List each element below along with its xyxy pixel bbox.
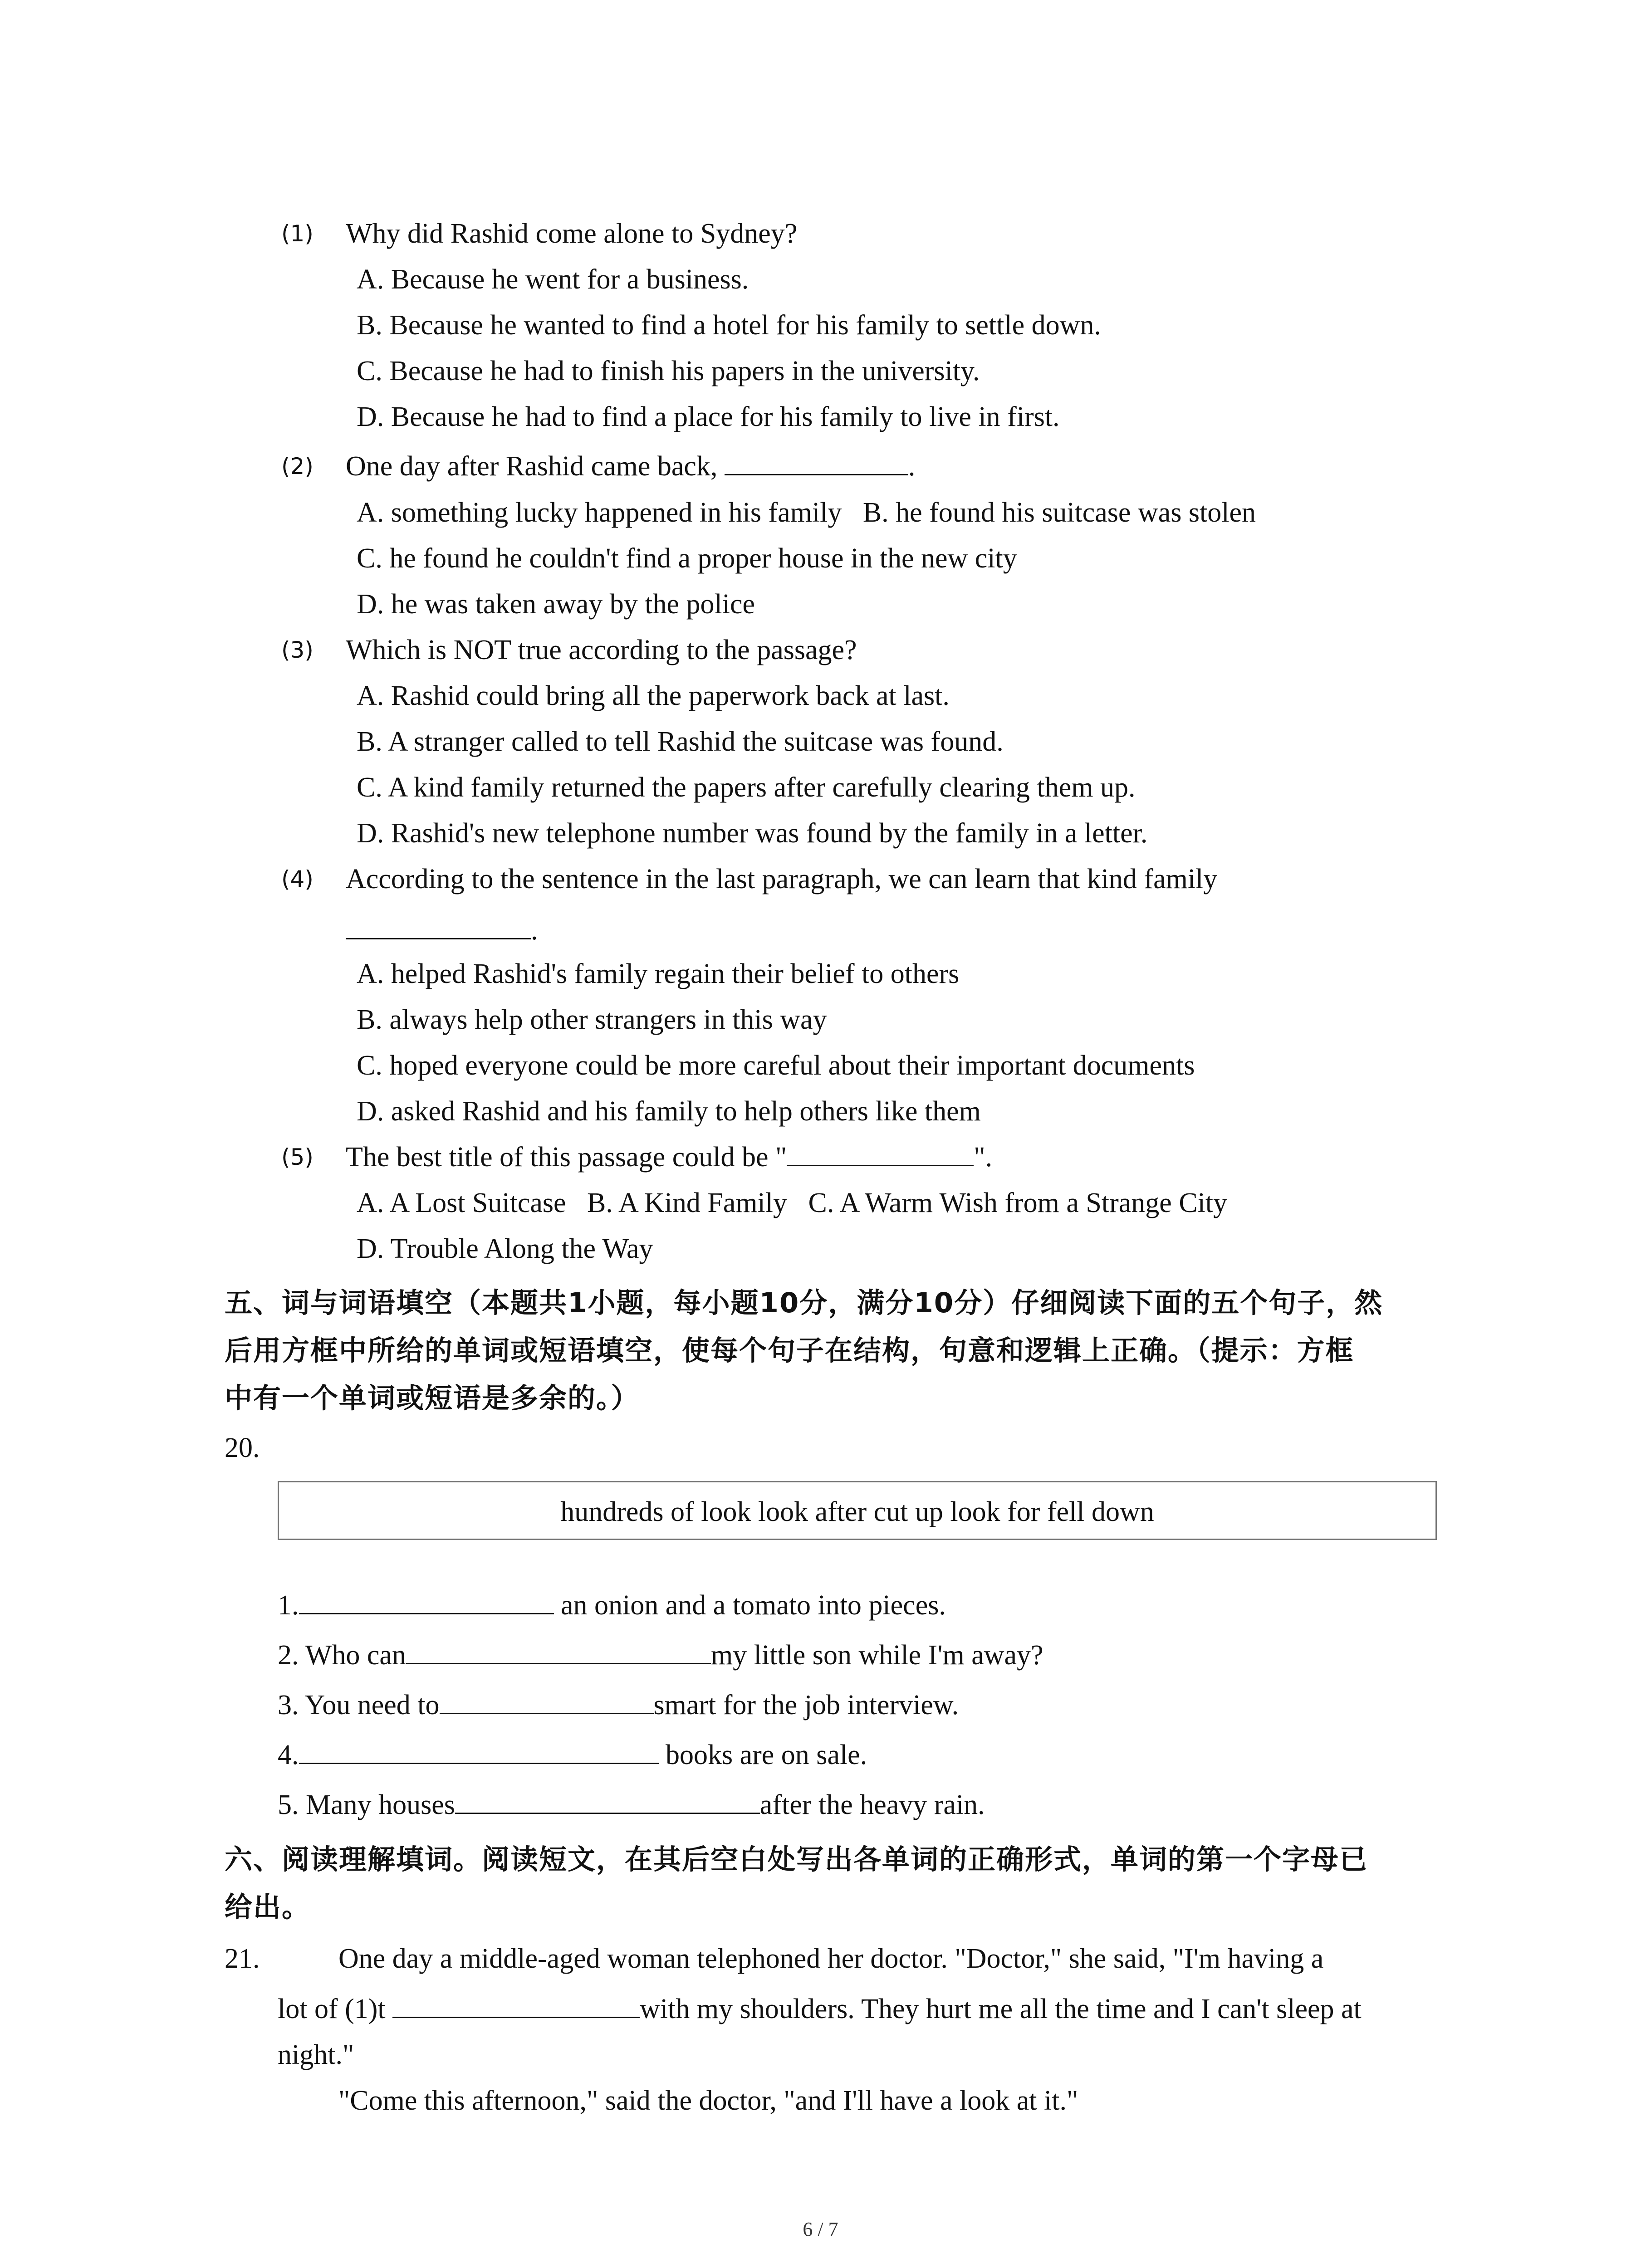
q20-s4-prefix: 4. [278, 1740, 299, 1770]
q21-paragraph1-line1: One day a middle-aged woman telephoned her doctor. "Doctor," she said, "I'm having a [338, 1943, 1324, 1974]
q4-stem-end: . [531, 915, 538, 946]
q5-stem-end: ". [974, 1142, 993, 1173]
q5-stem-line [346, 1141, 992, 1173]
q20-sentence-1 [278, 1589, 946, 1621]
q20-s3-suffix: smart for the job interview. [653, 1690, 959, 1721]
q20-s3-blank[interactable] [440, 1689, 654, 1714]
q20-sentence-3 [278, 1689, 959, 1721]
q4-number: (4) [281, 866, 314, 892]
q3-number: (3) [281, 637, 314, 663]
q4-option-d: D. asked Rashid and his family to help others like them [357, 1096, 981, 1127]
q20-sentence-2 [278, 1639, 1043, 1671]
q21-paragraph1-line3: night." [278, 2039, 354, 2070]
q21-blank-1[interactable] [392, 1993, 640, 2018]
q2-stem-line [346, 450, 915, 482]
q4-option-c: C. hoped everyone could be more careful about their important documents [357, 1050, 1195, 1081]
q21-line2-suffix: with my shoulders. They hurt me all the time and I can't sleep at [640, 1994, 1362, 2024]
q2-option-c: C. he found he couldn't find a proper house in the new city [357, 543, 1017, 574]
q21-paragraph2: "Come this afternoon," said the doctor, "and I'll have a look at it." [338, 2085, 1078, 2116]
q20-s5-suffix: after the heavy rain. [759, 1789, 985, 1820]
q3-option-a: A. Rashid could bring all the paperwork back at last. [357, 680, 950, 711]
q3-option-c: C. A kind family returned the papers after carefully clearing them up. [357, 772, 1136, 803]
q5-options-abc: A. A Lost Suitcase B. A Kind Family C. A Warm Wish from a Strange City [357, 1188, 1228, 1218]
q3-stem: Which is NOT true according to the passage? [346, 635, 857, 665]
q4-stem-line2 [346, 914, 538, 946]
q20-s1-blank[interactable] [299, 1589, 554, 1614]
q20-s2-suffix: my little son while I'm away? [710, 1640, 1043, 1671]
q20-sentence-4 [278, 1739, 867, 1771]
section5-instruction-line2: 后用方框中所给的单词或短语填空，使每个句子在结构，句意和逻辑上正确。（提示：方框 [225, 1334, 1354, 1367]
q2-stem-end: . [908, 451, 916, 482]
q20-s1-suffix: an onion and a tomato into pieces. [554, 1590, 946, 1621]
page-number: 6 / 7 [803, 2218, 838, 2240]
q2-option-d: D. he was taken away by the police [357, 589, 755, 620]
q2-options-ab: A. something lucky happened in his family B. he found his suitcase was stolen [357, 497, 1256, 528]
q5-answer-blank[interactable] [787, 1141, 974, 1166]
q20-s3-prefix: 3. You need to [278, 1690, 440, 1721]
q21-paragraph1-line2 [278, 1993, 1362, 2025]
q20-s5-blank[interactable] [455, 1789, 760, 1814]
q1-option-d: D. Because he had to find a place for his family to live in first. [357, 401, 1060, 432]
q20-word-list: hundreds of look look after cut up look for fell down [560, 1496, 1154, 1527]
q20-sentence-5 [278, 1789, 985, 1821]
q20-s1-prefix: 1. [278, 1590, 299, 1621]
q5-number: (5) [281, 1144, 314, 1170]
q20-s2-prefix: 2. Who can [278, 1640, 406, 1671]
section6-instruction-line2: 给出。 [225, 1891, 311, 1923]
q1-option-c: C. Because he had to finish his papers in the university. [357, 356, 980, 386]
section5-instruction-line1: 五、词与词语填空（本题共1小题，每小题10分，满分10分）仔细阅读下面的五个句子，然 [225, 1287, 1383, 1319]
q20-s5-prefix: 5. Many houses [278, 1789, 455, 1820]
section6-instruction-line1: 六、阅读理解填词。阅读短文，在其后空白处写出各单词的正确形式，单词的第一个字母已 [225, 1843, 1368, 1876]
q2-answer-blank[interactable] [725, 450, 908, 475]
q5-option-d: D. Trouble Along the Way [357, 1233, 653, 1264]
q20-s4-blank[interactable] [299, 1739, 659, 1764]
q4-option-a: A. helped Rashid's family regain their belief to others [357, 958, 960, 989]
q2-stem: One day after Rashid came back, [346, 451, 718, 482]
q20-number: 20. [225, 1432, 260, 1463]
q20-s4-suffix: books are on sale. [658, 1740, 867, 1770]
q20-s2-blank[interactable] [406, 1639, 711, 1664]
q20-word-box [278, 1481, 1437, 1540]
section5-instruction-line3: 中有一个单词或短语是多余的。） [225, 1382, 640, 1414]
q2-number: (2) [281, 453, 314, 479]
q3-option-b: B. A stranger called to tell Rashid the suitcase was found. [357, 726, 1004, 757]
q5-stem: The best title of this passage could be " [346, 1142, 787, 1173]
q1-option-a: A. Because he went for a business. [357, 264, 749, 295]
q3-option-d: D. Rashid's new telephone number was found by the family in a letter. [357, 818, 1148, 849]
q21-number: 21. [225, 1943, 260, 1974]
q1-number: (1) [281, 220, 314, 247]
q4-option-b: B. always help other strangers in this way [357, 1004, 827, 1035]
q1-option-b: B. Because he wanted to find a hotel for his family to settle down. [357, 310, 1101, 341]
q4-stem: According to the sentence in the last paragraph, we can learn that kind family [346, 864, 1218, 894]
q21-line2-prefix: lot of (1)t [278, 1994, 393, 2024]
q4-answer-blank[interactable] [346, 914, 531, 939]
q1-stem: Why did Rashid come alone to Sydney? [346, 218, 798, 249]
